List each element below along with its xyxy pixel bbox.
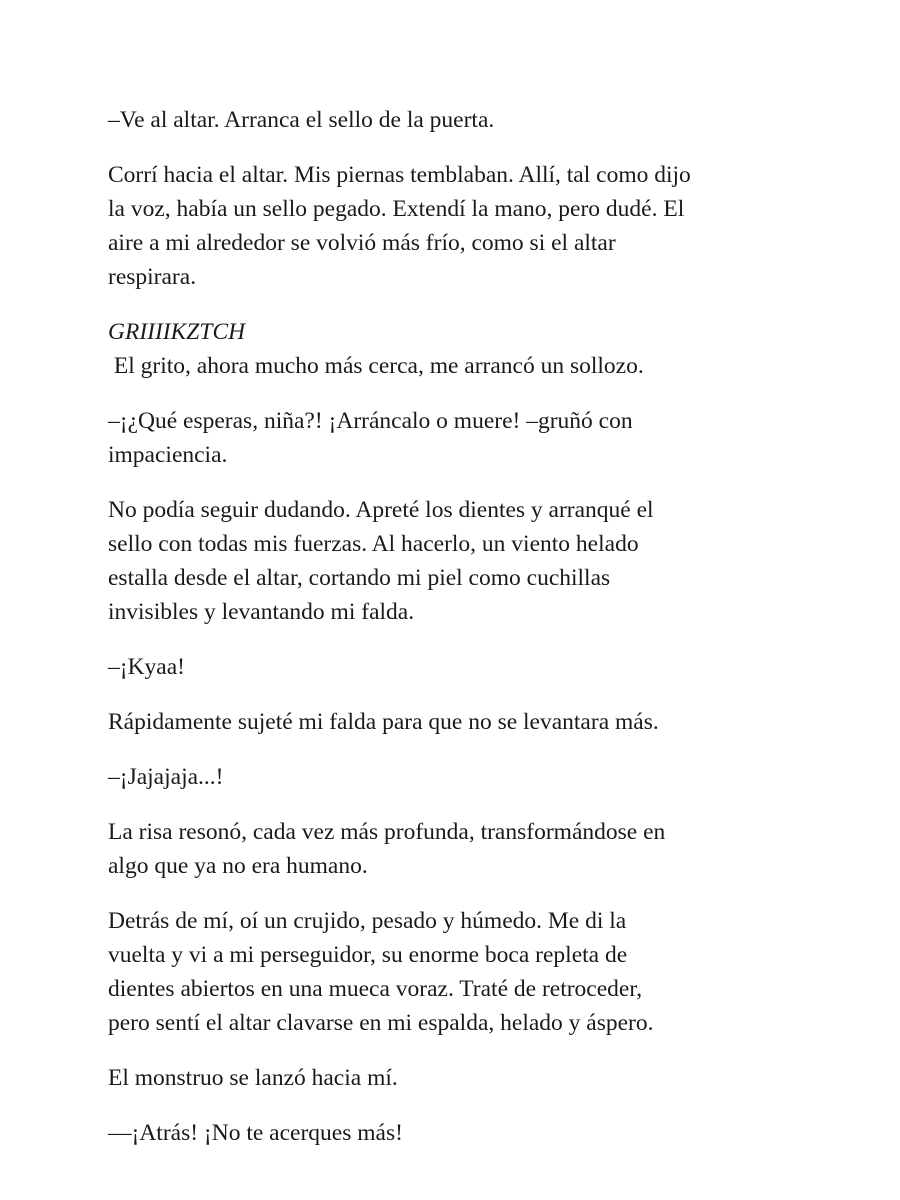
text-line: Rápidamente sujeté mi falda para que no se levantara más.: [108, 709, 659, 735]
text-line: aire a mi alrededor se volvió más frío, como si el altar: [108, 230, 616, 256]
paragraph: [108, 650, 798, 684]
text-line: sello con todas mis fuerzas. Al hacerlo, un viento helado: [108, 531, 639, 557]
paragraph: [108, 1061, 798, 1095]
text-line: respirara.: [108, 264, 197, 290]
paragraph: [108, 705, 798, 739]
text-line: invisibles y levantando mi falda.: [108, 599, 415, 625]
text-line: vuelta y vi a mi perseguidor, su enorme boca repleta de: [108, 942, 628, 968]
paragraph: [108, 760, 798, 794]
text-line: la voz, había un sello pegado. Extendí la mano, pero dudé. El: [108, 196, 685, 222]
paragraph: [108, 315, 798, 383]
text-line: —¡Atrás! ¡No te acerques más!: [108, 1120, 403, 1146]
text-line: –¡¿Qué esperas, niña?! ¡Arráncalo o muere! –gruñó con: [108, 408, 633, 434]
text-line: El monstruo se lanzó hacia mí.: [108, 1065, 398, 1091]
text-line: Detrás de mí, oí un crujido, pesado y húmedo. Me di la: [108, 908, 627, 934]
text-line: No podía seguir dudando. Apreté los dientes y arranqué el: [108, 497, 654, 523]
text-line: La risa resonó, cada vez más profunda, transformándose en: [108, 819, 666, 845]
text-line: Corrí hacia el altar. Mis piernas temblaban. Allí, tal como dijo: [108, 162, 691, 188]
text-line: –¡Jajajaja...!: [108, 764, 224, 790]
text-line: –Ve al altar. Arranca el sello de la puerta.: [108, 107, 495, 133]
text-line: algo que ya no era humano.: [108, 853, 368, 879]
text-line: –¡Kyaa!: [108, 654, 185, 680]
paragraph: [108, 1116, 798, 1150]
text-line: El grito, ahora mucho más cerca, me arrancó un sollozo.: [108, 353, 644, 379]
paragraph: [108, 493, 798, 629]
text-line: estalla desde el altar, cortando mi piel como cuchillas: [108, 565, 611, 591]
text-line: impaciencia.: [108, 442, 228, 468]
paragraph: [108, 904, 798, 1040]
text-line: dientes abiertos en una mueca voraz. Traté de retroceder,: [108, 976, 643, 1002]
paragraph: [108, 158, 798, 294]
paragraph: [108, 103, 798, 137]
paragraph: [108, 815, 798, 883]
sound-effect: GRIIIIKZTCH: [108, 319, 246, 345]
text-line: pero sentí el altar clavarse en mi espalda, helado y áspero.: [108, 1010, 654, 1036]
paragraph: [108, 404, 798, 472]
document-page: [108, 103, 798, 1171]
